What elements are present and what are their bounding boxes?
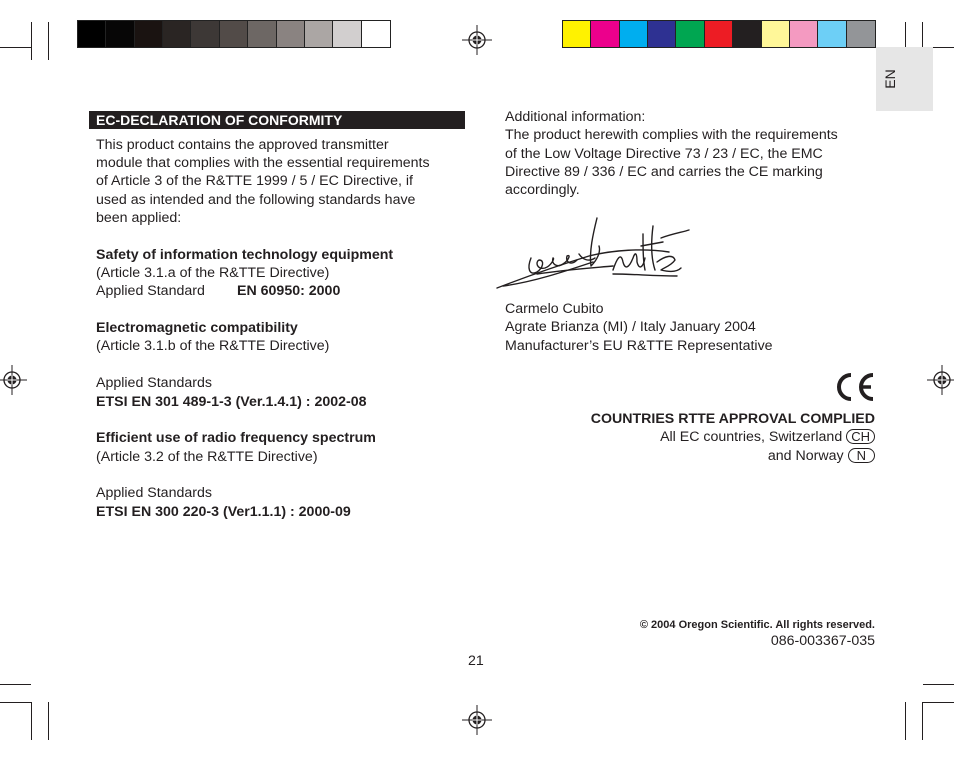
signatory-name: Carmelo Cubito — [505, 301, 604, 317]
emc-standards-value: ETSI EN 301 489-1-3 (Ver.1.4.1) : 2002-08 — [96, 394, 367, 410]
approval-line-norway — [768, 447, 875, 465]
emc-standards-label: Applied Standards — [96, 375, 212, 391]
signature-image — [493, 212, 693, 294]
emc-title: Electromagnetic compatibility — [96, 320, 298, 336]
calibration-swatch — [106, 21, 134, 47]
calibration-swatch — [362, 21, 390, 47]
additional-info-line: Directive 89 / 336 / EC and carries the CE marking — [505, 164, 823, 180]
intro-line: been applied: — [96, 210, 182, 226]
calibration-swatch — [676, 21, 704, 47]
registration-mark-icon — [927, 365, 954, 395]
part-number: 086-003367-035 — [770, 633, 875, 649]
radio-standards-label: Applied Standards — [96, 485, 212, 501]
color-calibration-bar — [562, 20, 876, 48]
intro-line: This product contains the approved transmitter — [96, 137, 389, 153]
calibration-swatch — [220, 21, 248, 47]
radio-article: (Article 3.2 of the R&TTE Directive) — [96, 449, 318, 465]
calibration-swatch — [733, 21, 761, 47]
safety-standard-value: EN 60950: 2000 — [237, 283, 341, 299]
copyright-notice: © 2004 Oregon Scientific. All rights reserved. — [639, 619, 875, 631]
registration-mark-icon — [462, 705, 492, 735]
additional-info-line: The product herewith complies with the requirements — [505, 127, 838, 143]
calibration-swatch — [305, 21, 333, 47]
intro-line: module that complies with the essential requirements — [96, 155, 430, 171]
calibration-swatch — [591, 21, 619, 47]
language-tab-label: EN — [882, 69, 898, 89]
intro-line: used as intended and the following standards have — [96, 192, 416, 208]
signatory-location-date: Agrate Brianza (MI) / Italy January 2004 — [505, 319, 756, 335]
language-tab — [876, 47, 933, 111]
calibration-swatch — [563, 21, 591, 47]
calibration-swatch — [705, 21, 733, 47]
page-number: 21 — [468, 653, 484, 669]
safety-article: (Article 3.1.a of the R&TTE Directive) — [96, 265, 330, 281]
registration-mark-icon — [0, 365, 27, 395]
country-badge-ch: CH — [846, 429, 875, 444]
calibration-swatch — [191, 21, 219, 47]
grayscale-calibration-bar — [77, 20, 391, 48]
registration-mark-icon — [462, 25, 492, 55]
calibration-swatch — [818, 21, 846, 47]
calibration-swatch — [790, 21, 818, 47]
calibration-swatch — [248, 21, 276, 47]
calibration-swatch — [78, 21, 106, 47]
calibration-swatch — [163, 21, 191, 47]
radio-title: Efficient use of radio frequency spectrum — [96, 430, 376, 446]
intro-line: of Article 3 of the R&TTE 1999 / 5 / EC Directive, if — [96, 173, 413, 189]
calibration-swatch — [847, 21, 875, 47]
safety-title: Safety of information technology equipment — [96, 247, 394, 263]
calibration-swatch — [333, 21, 361, 47]
calibration-swatch — [620, 21, 648, 47]
additional-info-line: accordingly. — [505, 182, 580, 198]
additional-info-line: Additional information: — [505, 109, 646, 125]
approval-text: All EC countries, Switzerland — [660, 429, 843, 445]
country-badge-n: N — [848, 448, 875, 463]
approval-line-switzerland — [660, 428, 875, 446]
calibration-swatch — [277, 21, 305, 47]
calibration-swatch — [135, 21, 163, 47]
approval-text: and Norway — [767, 448, 844, 464]
signatory-role: Manufacturer’s EU R&TTE Representative — [505, 338, 773, 354]
radio-standards-value: ETSI EN 300 220-3 (Ver1.1.1) : 2000-09 — [96, 504, 351, 520]
section-heading: EC-DECLARATION OF CONFORMITY — [89, 111, 465, 129]
safety-standard-label: Applied Standard — [96, 283, 205, 299]
calibration-swatch — [762, 21, 790, 47]
additional-info-line: of the Low Voltage Directive 73 / 23 / EC, the EMC — [505, 146, 823, 162]
emc-article: (Article 3.1.b of the R&TTE Directive) — [96, 338, 330, 354]
calibration-swatch — [648, 21, 676, 47]
approval-title: COUNTRIES RTTE APPROVAL COMPLIED — [590, 411, 875, 427]
ce-mark-logo — [832, 370, 876, 404]
